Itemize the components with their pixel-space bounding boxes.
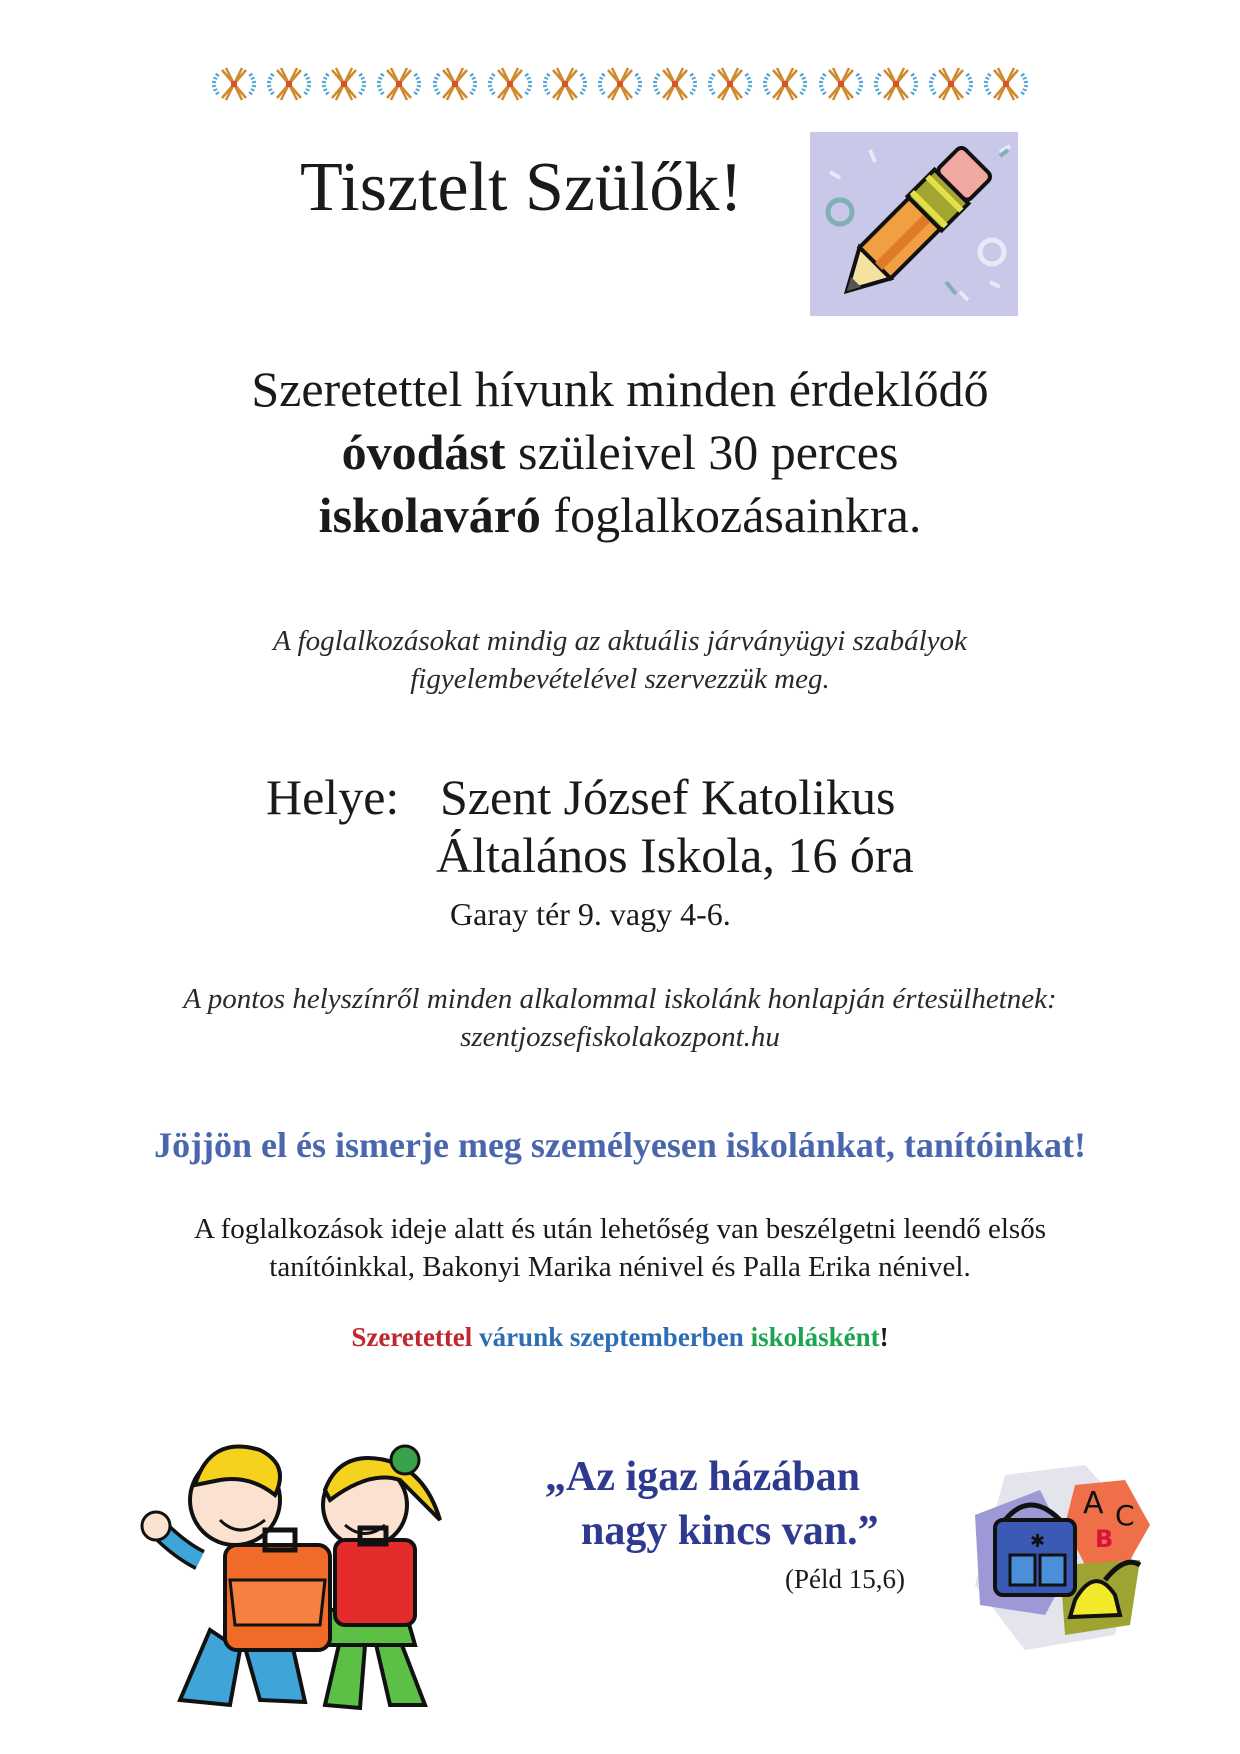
ornament-unit-icon xyxy=(375,66,423,102)
welcome-part-3: iskolásként xyxy=(750,1322,880,1352)
ornament-unit-icon xyxy=(706,66,754,102)
website-link[interactable]: szentjozsefiskolakozpont.hu xyxy=(460,1021,780,1053)
invite-heading: Jöjjön el és ismerje meg személyesen iskolánkat, tanítóinkat! xyxy=(154,1125,1086,1165)
ornament-unit-icon xyxy=(431,66,479,102)
intro-line-2-rest: szüleivel 30 perces xyxy=(505,424,899,480)
decorative-border xyxy=(210,66,1030,102)
kids-with-backpacks-clipart-icon xyxy=(140,1430,460,1720)
intro-line-3 xyxy=(0,484,1240,547)
pandemic-note-line-2: figyelembevételével szervezzük meg. xyxy=(410,663,830,695)
website-note-line-1: A pontos helyszínről minden alkalommal iskolánk honlapján értesülhetnek: xyxy=(183,983,1057,1015)
pandemic-note xyxy=(0,622,1240,698)
ornament-unit-icon xyxy=(817,66,865,102)
intro-line-3-rest: foglalkozásainkra. xyxy=(540,487,922,543)
place-label: Helye: xyxy=(266,769,400,825)
ornament-unit-icon xyxy=(486,66,534,102)
page-title: Tisztelt Szülők! xyxy=(300,149,743,226)
quote-line-2: nagy kincs van.” xyxy=(581,1508,879,1554)
address: Garay tér 9. vagy 4-6. xyxy=(450,896,731,932)
svg-text:C: C xyxy=(1115,1499,1135,1532)
welcome-line xyxy=(0,1322,1240,1353)
intro-bold-school-prep: iskolaváró xyxy=(318,487,541,543)
welcome-part-4: ! xyxy=(879,1322,889,1352)
place-line-2: Általános Iskola, 16 óra xyxy=(436,827,914,883)
teachers-line-1: A foglalkozások ideje alatt és után lehetőség van beszélgetni leendő elsős xyxy=(193,1213,1046,1245)
school-supplies-clipart-icon xyxy=(965,1465,1155,1655)
svg-text:✱: ✱ xyxy=(1030,1531,1046,1552)
website-note xyxy=(0,980,1240,1056)
quote-line-1: „Az igaz házában xyxy=(545,1454,860,1500)
teachers-line-2: tanítóinkkal, Bakonyi Marika nénivel és Palla Erika nénivel. xyxy=(269,1251,971,1283)
ornament-unit-icon xyxy=(596,66,644,102)
place-line-1: Szent József Katolikus xyxy=(440,769,896,825)
ornament-unit-icon xyxy=(651,66,699,102)
intro-bold-kindergartener: óvodást xyxy=(341,424,506,480)
intro-paragraph xyxy=(0,358,1240,547)
teachers-paragraph xyxy=(0,1210,1240,1286)
welcome-part-2: várunk szeptemberben xyxy=(472,1322,751,1352)
svg-text:B: B xyxy=(1095,1525,1114,1553)
ornament-unit-icon xyxy=(872,66,920,102)
ornament-unit-icon xyxy=(320,66,368,102)
svg-text:A: A xyxy=(1083,1486,1104,1521)
pandemic-note-line-1: A foglalkozásokat mindig az aktuális járványügyi szabályok xyxy=(273,625,967,657)
ornament-unit-icon xyxy=(210,66,258,102)
ornament-unit-icon xyxy=(265,66,313,102)
ornament-unit-icon xyxy=(927,66,975,102)
pencil-clipart-icon xyxy=(810,132,1018,316)
quote-reference: (Péld 15,6) xyxy=(785,1564,905,1594)
intro-line-2 xyxy=(0,421,1240,484)
ornament-unit-icon xyxy=(982,66,1030,102)
bible-quote xyxy=(545,1450,935,1558)
ornament-unit-icon xyxy=(541,66,589,102)
ornament-unit-icon xyxy=(761,66,809,102)
intro-line-1: Szeretettel hívunk minden érdeklődő xyxy=(251,361,989,417)
welcome-part-1: Szeretettel xyxy=(351,1322,473,1352)
